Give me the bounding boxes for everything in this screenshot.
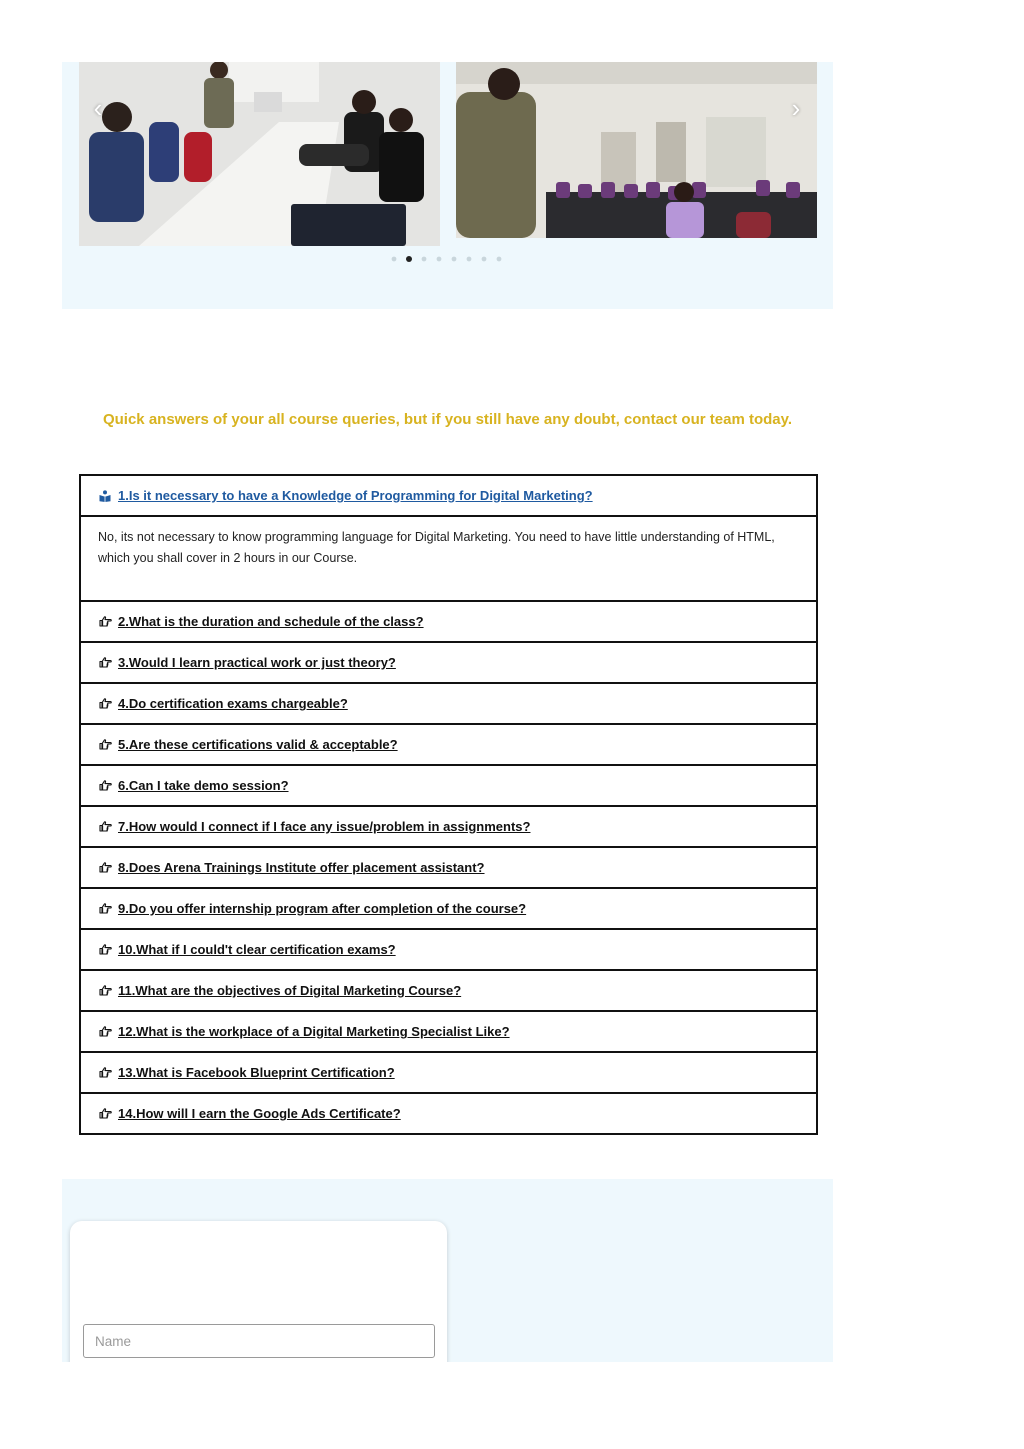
- faq-question-text[interactable]: 13.What is Facebook Blueprint Certification?: [118, 1065, 395, 1080]
- faq-question-text[interactable]: 14.How will I earn the Google Ads Certificate?: [118, 1106, 401, 1121]
- faq-question[interactable]: [81, 1094, 816, 1133]
- faq-question-text[interactable]: 5.Are these certifications valid & acceptable?: [118, 737, 398, 752]
- faq-question[interactable]: [81, 971, 816, 1010]
- faq-question[interactable]: [81, 889, 816, 928]
- faq-item: [81, 476, 816, 602]
- faq-question[interactable]: [81, 1012, 816, 1051]
- hand-pointing-right-icon: [98, 779, 112, 793]
- faq-accordion: [79, 474, 818, 1135]
- faq-item: [81, 930, 816, 971]
- contact-form-section: [62, 1179, 833, 1362]
- faq-item: [81, 889, 816, 930]
- classroom-meeting-photo[interactable]: [79, 62, 440, 246]
- faq-question[interactable]: [81, 807, 816, 846]
- hand-pointing-right-icon: [98, 656, 112, 670]
- hand-pointing-right-icon: [98, 615, 112, 629]
- faq-item: [81, 602, 816, 643]
- faq-question-text[interactable]: 4.Do certification exams chargeable?: [118, 696, 348, 711]
- faq-question[interactable]: [81, 1053, 816, 1092]
- carousel-dot[interactable]: [452, 257, 457, 262]
- hand-pointing-right-icon: [98, 738, 112, 752]
- faq-question-text[interactable]: 8.Does Arena Trainings Institute offer placement assistant?: [118, 860, 485, 875]
- faq-item: [81, 971, 816, 1012]
- faq-item: [81, 1053, 816, 1094]
- person-reading-icon: [98, 489, 112, 503]
- carousel-dot[interactable]: [406, 256, 412, 262]
- faq-question[interactable]: [81, 725, 816, 764]
- faq-item: [81, 1012, 816, 1053]
- faq-question[interactable]: [81, 602, 816, 641]
- faq-question-text[interactable]: 7.How would I connect if I face any issue/problem in assignments?: [118, 819, 531, 834]
- carousel-dot[interactable]: [497, 257, 502, 262]
- carousel-dot[interactable]: [437, 257, 442, 262]
- hand-pointing-right-icon: [98, 861, 112, 875]
- faq-question-text[interactable]: 6.Can I take demo session?: [118, 778, 289, 793]
- faq-question-text[interactable]: 10.What if I could't clear certification exams?: [118, 942, 396, 957]
- faq-item: [81, 766, 816, 807]
- carousel-pagination: [390, 255, 503, 263]
- hand-pointing-right-icon: [98, 1107, 112, 1121]
- hand-pointing-right-icon: [98, 943, 112, 957]
- faq-question[interactable]: [81, 684, 816, 723]
- carousel-dot[interactable]: [422, 257, 427, 262]
- faq-question[interactable]: [81, 476, 816, 515]
- carousel-next-icon[interactable]: ›: [791, 93, 801, 123]
- faq-item: [81, 848, 816, 889]
- faq-question[interactable]: [81, 848, 816, 887]
- faq-question[interactable]: [81, 930, 816, 969]
- computer-lab-students-photo[interactable]: [456, 62, 817, 238]
- faq-item: [81, 643, 816, 684]
- faq-answer: No, its not necessary to know programming language for Digital Marketing. You need to have little understanding of HTML, which you shall cover in 2 hours in our Course.: [81, 515, 816, 600]
- faq-item: [81, 1094, 816, 1135]
- hand-pointing-right-icon: [98, 902, 112, 916]
- faq-question-text[interactable]: 12.What is the workplace of a Digital Marketing Specialist Like?: [118, 1024, 510, 1039]
- faq-item: [81, 807, 816, 848]
- faq-question-text[interactable]: 9.Do you offer internship program after completion of the course?: [118, 901, 527, 916]
- classroom-meeting-illustration: [79, 62, 440, 246]
- name-input[interactable]: [83, 1324, 435, 1358]
- carousel-dot[interactable]: [482, 257, 487, 262]
- contact-form-card: [70, 1221, 447, 1362]
- faq-question-text[interactable]: 3.Would I learn practical work or just theory?: [118, 655, 396, 670]
- faq-question-text[interactable]: 11.What are the objectives of Digital Marketing Course?: [118, 983, 462, 998]
- computer-lab-illustration: [456, 62, 817, 238]
- hand-pointing-right-icon: [98, 820, 112, 834]
- faq-item: [81, 725, 816, 766]
- faq-question-text[interactable]: 1.Is it necessary to have a Knowledge of Programming for Digital Marketing?: [118, 488, 593, 503]
- hand-pointing-right-icon: [98, 1066, 112, 1080]
- carousel-prev-icon[interactable]: ‹: [93, 93, 103, 123]
- faq-question[interactable]: [81, 766, 816, 805]
- hand-pointing-right-icon: [98, 1025, 112, 1039]
- hand-pointing-right-icon: [98, 984, 112, 998]
- faq-tagline: Quick answers of your all course queries, but if you still have any doubt, contact our team today.: [102, 411, 793, 428]
- carousel-dot[interactable]: [467, 257, 472, 262]
- faq-item: [81, 684, 816, 725]
- faq-question-text[interactable]: 2.What is the duration and schedule of the class?: [118, 614, 424, 629]
- carousel-dot[interactable]: [392, 257, 397, 262]
- hand-pointing-right-icon: [98, 697, 112, 711]
- faq-question[interactable]: [81, 643, 816, 682]
- image-carousel: [62, 62, 833, 309]
